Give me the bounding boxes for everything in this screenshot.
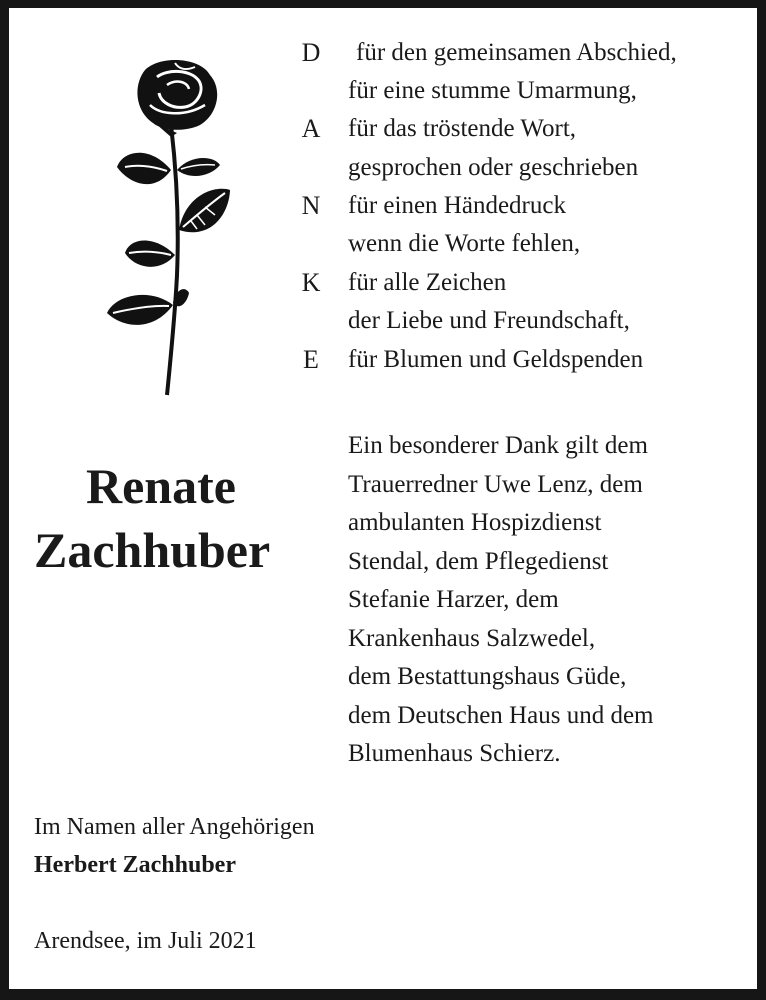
danke-letter: N	[301, 191, 321, 220]
danke-line: für eine stumme Umarmung,	[348, 77, 637, 104]
thanks-line: Stefanie Harzer, dem	[348, 586, 559, 613]
thanks-line: Blumenhaus Schierz.	[348, 740, 561, 767]
danke-letter: D	[301, 38, 321, 67]
deceased-first-name: Renate	[86, 458, 236, 514]
thanks-line: Trauerredner Uwe Lenz, dem	[348, 470, 643, 498]
danke-line: für Blumen und Geldspenden	[348, 346, 644, 373]
danke-line: für einen Händedruck	[348, 192, 566, 219]
thanks-line: Krankenhaus Salzwedel,	[348, 624, 596, 652]
danke-line: gesprochen oder geschrieben	[348, 154, 639, 181]
thanks-paragraph	[348, 427, 653, 774]
thanks-line: ambulanten Hospizdienst	[348, 509, 602, 536]
thanks-line: dem Deutschen Haus und dem	[348, 701, 654, 729]
danke-line: für den gemeinsamen Abschied,	[356, 39, 677, 66]
danke-letter: A	[301, 114, 321, 143]
thanks-line: Ein besonderer Dank gilt dem	[348, 432, 648, 459]
thanks-line: Stendal, dem Pflegedienst	[348, 547, 609, 575]
place-date: Arendsee, im Juli 2021	[34, 928, 257, 954]
rose-icon	[105, 55, 235, 400]
danke-line: für alle Zeichen	[348, 269, 507, 296]
danke-letter: K	[301, 268, 321, 297]
danke-letter: E	[303, 345, 319, 374]
deceased-last-name: Zachhuber	[34, 522, 271, 578]
danke-line: der Liebe und Freundschaft,	[348, 307, 630, 334]
danke-line: wenn die Worte fehlen,	[348, 230, 581, 257]
signature-name: Herbert Zachhuber	[34, 852, 236, 878]
signature-intro: Im Namen aller Angehörigen	[34, 814, 315, 840]
danke-line: für das tröstende Wort,	[348, 115, 577, 142]
thanks-line: dem Bestattungshaus Güde,	[348, 663, 627, 690]
